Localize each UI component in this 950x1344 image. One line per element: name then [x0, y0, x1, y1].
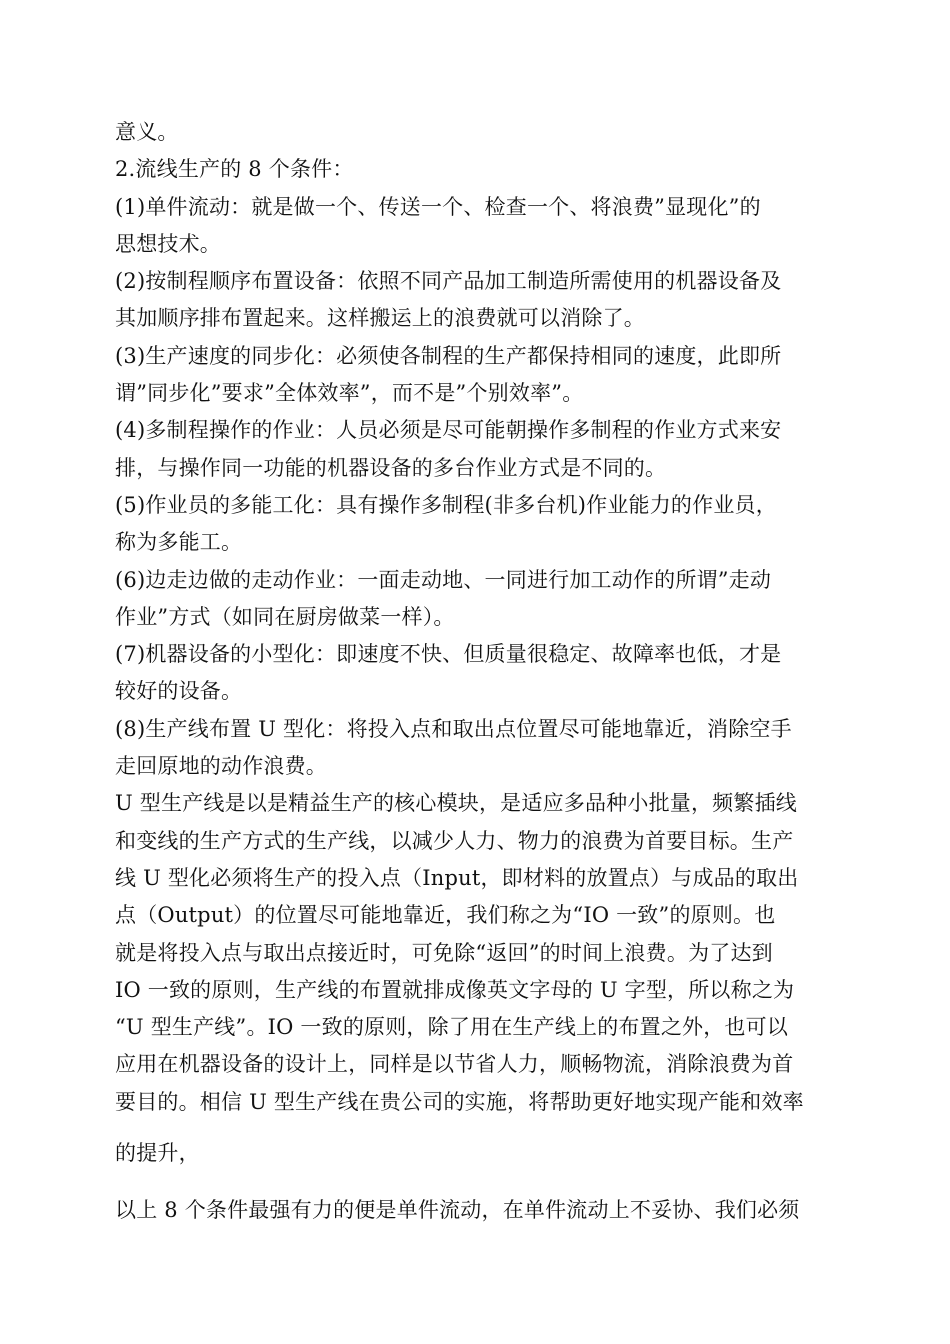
document-page [115, 114, 830, 1230]
paragraph-line: IO 一致的原则，生产线的布置就排成像英文字母的 U 字型，所以称之为 [115, 977, 795, 1002]
paragraph-line: 和变线的生产方式的生产线，以减少人力、物力的浪费为首要目标。生产 [115, 828, 794, 853]
list-item-8-cont: 走回原地的动作浪费。 [115, 754, 327, 779]
list-item-2: (2)按制程顺序布置设备：依照不同产品加工制造所需使用的机器设备及 [115, 269, 782, 294]
list-item-2-cont: 其加顺序排布置起来。这样搬运上的浪费就可以消除了。 [115, 306, 645, 331]
paragraph-line: U 型生产线是以是精益生产的核心模块，是适应多品种小批量，频繁插线 [115, 791, 797, 816]
list-item-4-cont: 排，与操作同一功能的机器设备的多台作业方式是不同的。 [115, 455, 667, 480]
paragraph-line: 要目的。相信 U 型生产线在贵公司的实施，将帮助更好地实现产能和效率 [115, 1089, 804, 1114]
section-heading: 2.流线生产的 8 个条件： [115, 157, 354, 182]
paragraph-line: 应用在机器设备的设计上，同样是以节省人力，顺畅物流，消除浪费为首 [115, 1052, 794, 1077]
list-item-3: (3)生产速度的同步化：必须使各制程的生产都保持相同的速度，此即所 [115, 343, 782, 368]
list-item-1-cont: 思想技术。 [115, 231, 221, 256]
paragraph-line: “U 型生产线”。IO 一致的原则，除了用在生产线上的布置之外，也可以 [115, 1015, 789, 1040]
list-item-7: (7)机器设备的小型化：即速度不快、但质量很稳定、故障率也低，才是 [115, 642, 782, 667]
list-item-5: (5)作业员的多能工化：具有操作多制程(非多台机)作业能力的作业员， [115, 492, 777, 517]
paragraph-line: 点（Output）的位置尽可能地靠近，我们称之为“IO 一致”的原则。也 [115, 903, 776, 928]
list-item-4: (4)多制程操作的作业：人员必须是尽可能朝操作多制程的作业方式来安 [115, 418, 782, 443]
paragraph-line: 线 U 型化必须将生产的投入点（Input，即材料的放置点）与成品的取出 [115, 865, 799, 890]
list-item-6: (6)边走边做的走动作业：一面走动地、一同进行加工动作的所谓”走动 [115, 567, 772, 592]
list-item-5-cont: 称为多能工。 [115, 530, 243, 555]
summary-line: 以上 8 个条件最强有力的便是单件流动，在单件流动上不妥协、我们必须 [115, 1198, 800, 1223]
paragraph-line: 就是将投入点与取出点接近时，可免除“返回”的时间上浪费。为了达到 [115, 940, 773, 965]
paragraph-line: 的提升， [115, 1141, 200, 1166]
list-item-8: (8)生产线布置 U 型化：将投入点和取出点位置尽可能地靠近，消除空手 [115, 716, 792, 741]
list-item-1: (1)单件流动：就是做一个、传送一个、检查一个、将浪费”显现化”的 [115, 194, 761, 219]
list-item-7-cont: 较好的设备。 [115, 679, 243, 704]
list-item-6-cont: 作业”方式（如同在厨房做菜一样）。 [115, 604, 455, 629]
text-line: 意义。 [115, 120, 179, 144]
list-item-3-cont: 谓”同步化”要求”全体效率”，而不是”个别效率”。 [115, 381, 584, 406]
